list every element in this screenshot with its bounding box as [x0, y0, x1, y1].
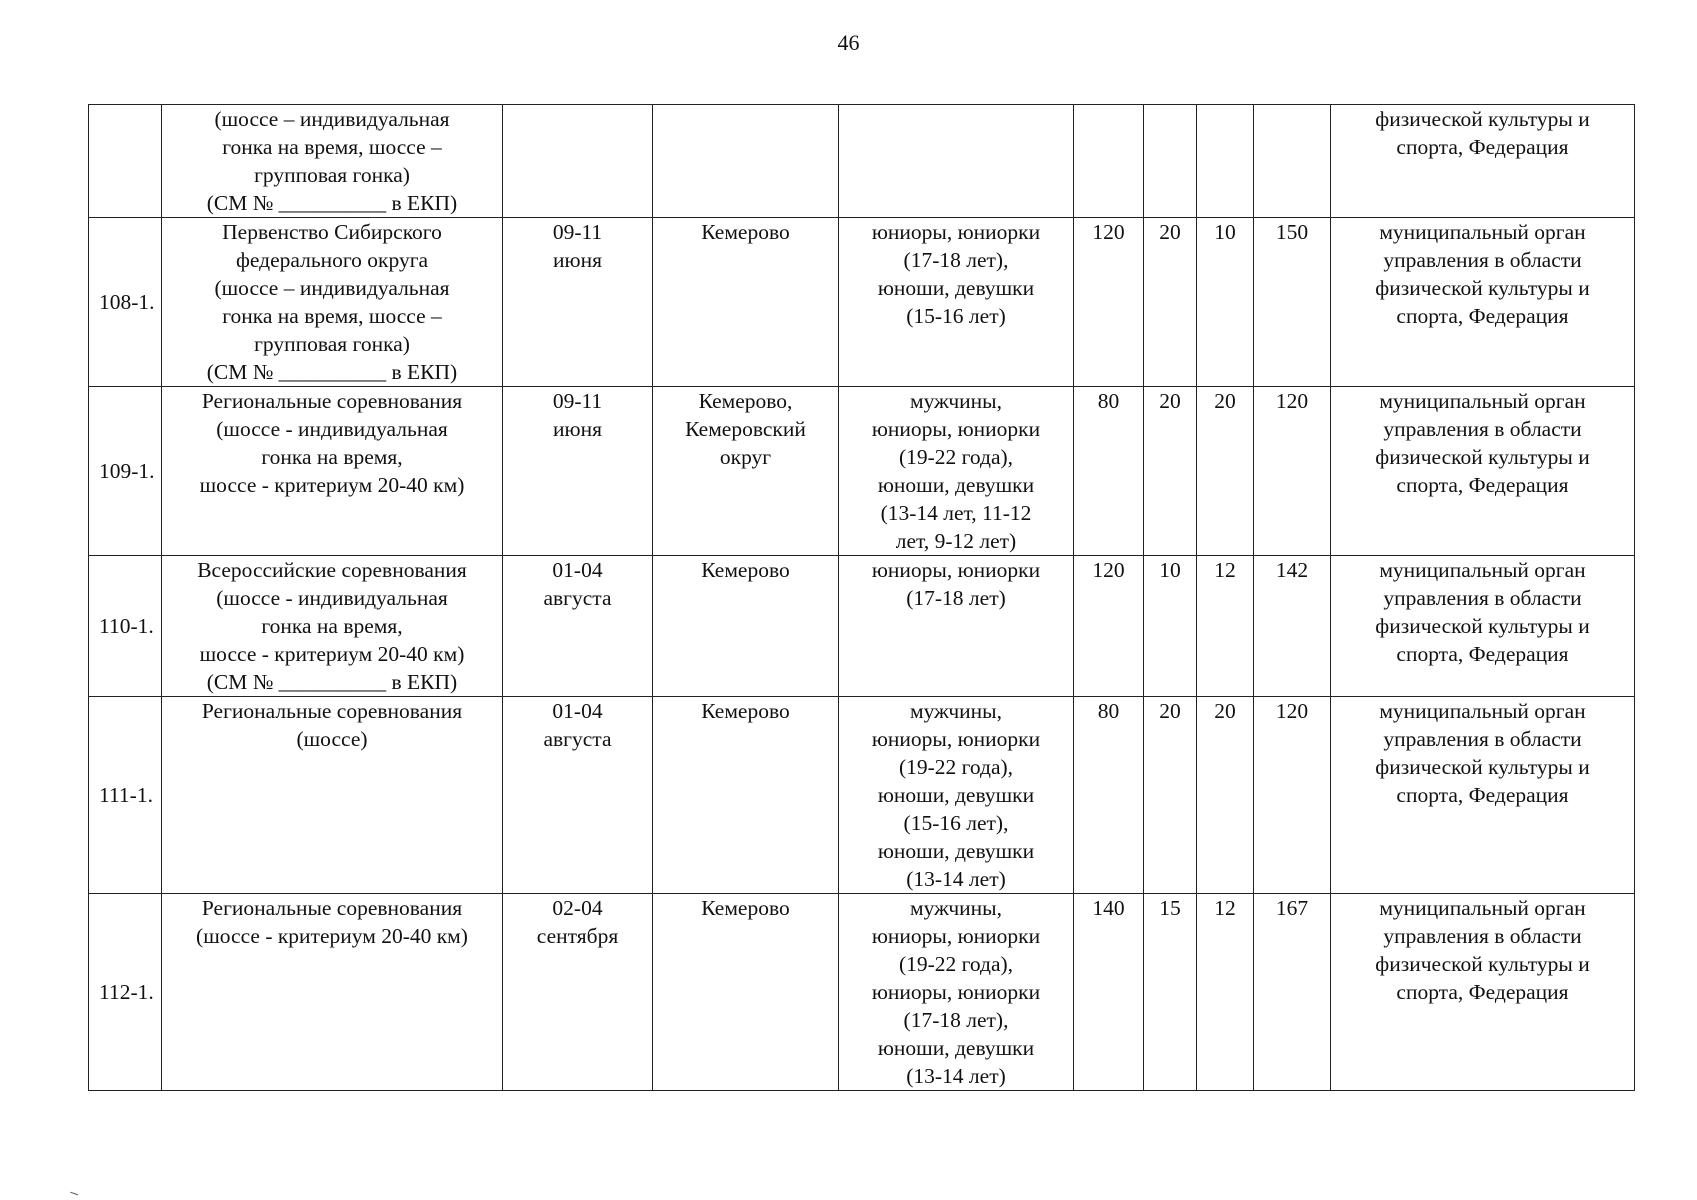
event-organizer: муниципальный орган управления в области физической культуры и спорта, Федерация: [1331, 387, 1635, 556]
event-dates: 02-04 сентября: [503, 894, 653, 1091]
event-dates: 09-11 июня: [503, 218, 653, 387]
corner-mark: [70, 1192, 78, 1197]
count-column-3: 12: [1197, 894, 1254, 1091]
event-organizer: муниципальный орган управления в области физической культуры и спорта, Федерация: [1331, 697, 1635, 894]
event-number: 110-1.: [89, 556, 162, 697]
count-column-3: 20: [1197, 697, 1254, 894]
event-participants: юниоры, юниорки (17-18 лет): [839, 556, 1074, 697]
table-row: [89, 556, 1635, 697]
event-place: Кемерово, Кемеровский округ: [653, 387, 839, 556]
count-column-1: 140: [1074, 894, 1144, 1091]
event-participants: мужчины, юниоры, юниорки (19-22 года), юноши, девушки (15-16 лет), юноши, девушки (13-14 лет): [839, 697, 1074, 894]
count-total: 142: [1254, 556, 1331, 697]
count-total: 167: [1254, 894, 1331, 1091]
count-column-1: 80: [1074, 697, 1144, 894]
event-place: [653, 105, 839, 218]
event-name: (шоссе – индивидуальная гонка на время, шоссе – групповая гонка) (СМ № __________ в ЕКП): [162, 105, 503, 218]
event-participants: [839, 105, 1074, 218]
page-number: 46: [837, 30, 860, 55]
event-place: Кемерово: [653, 218, 839, 387]
count-column-2: 20: [1144, 218, 1197, 387]
count-column-2: [1144, 105, 1197, 218]
event-place: Кемерово: [653, 697, 839, 894]
count-column-1: 120: [1074, 218, 1144, 387]
event-number: 112-1.: [89, 894, 162, 1091]
event-dates: 01-04 августа: [503, 556, 653, 697]
count-column-2: 20: [1144, 697, 1197, 894]
event-number: 108-1.: [89, 218, 162, 387]
event-organizer: муниципальный орган управления в области физической культуры и спорта, Федерация: [1331, 218, 1635, 387]
event-number: 109-1.: [89, 387, 162, 556]
count-total: 120: [1254, 387, 1331, 556]
event-number: 111-1.: [89, 697, 162, 894]
count-column-2: 10: [1144, 556, 1197, 697]
event-participants: юниоры, юниорки (17-18 лет), юноши, девушки (15-16 лет): [839, 218, 1074, 387]
event-organizer: муниципальный орган управления в области физической культуры и спорта, Федерация: [1331, 556, 1635, 697]
table-row: [89, 218, 1635, 387]
event-name: Первенство Сибирского федерального округа (шоссе – индивидуальная гонка на время, шоссе – групповая гонка) (СМ № __________ в ЕКП): [162, 218, 503, 387]
count-total: 120: [1254, 697, 1331, 894]
table-row: [89, 387, 1635, 556]
count-column-3: 20: [1197, 387, 1254, 556]
count-column-2: 20: [1144, 387, 1197, 556]
event-participants: мужчины, юниоры, юниорки (19-22 года), юноши, девушки (13-14 лет, 11-12 лет, 9-12 лет): [839, 387, 1074, 556]
event-name: Региональные соревнования (шоссе - критериум 20-40 км): [162, 894, 503, 1091]
event-dates: 01-04 августа: [503, 697, 653, 894]
table-row: [89, 894, 1635, 1091]
count-total: 150: [1254, 218, 1331, 387]
event-dates: 09-11 июня: [503, 387, 653, 556]
event-organizer: муниципальный орган управления в области физической культуры и спорта, Федерация: [1331, 894, 1635, 1091]
event-organizer: физической культуры и спорта, Федерация: [1331, 105, 1635, 218]
count-column-3: 10: [1197, 218, 1254, 387]
event-name: Региональные соревнования (шоссе - индивидуальная гонка на время, шоссе - критериум 20-40 км): [162, 387, 503, 556]
count-column-3: 12: [1197, 556, 1254, 697]
event-name: Всероссийские соревнования (шоссе - индивидуальная гонка на время, шоссе - критериум 20-40 км) (СМ № __________ в ЕКП): [162, 556, 503, 697]
event-dates: [503, 105, 653, 218]
count-total: [1254, 105, 1331, 218]
count-column-1: [1074, 105, 1144, 218]
table-row: [89, 105, 1635, 218]
count-column-1: 120: [1074, 556, 1144, 697]
event-name: Региональные соревнования (шоссе): [162, 697, 503, 894]
count-column-2: 15: [1144, 894, 1197, 1091]
event-number: [89, 105, 162, 218]
count-column-1: 80: [1074, 387, 1144, 556]
event-place: Кемерово: [653, 894, 839, 1091]
event-place: Кемерово: [653, 556, 839, 697]
table-row: [89, 697, 1635, 894]
count-column-3: [1197, 105, 1254, 218]
event-participants: мужчины, юниоры, юниорки (19-22 года), юниоры, юниорки (17-18 лет), юноши, девушки (13-14 лет): [839, 894, 1074, 1091]
competition-schedule-table: [88, 104, 1635, 1091]
